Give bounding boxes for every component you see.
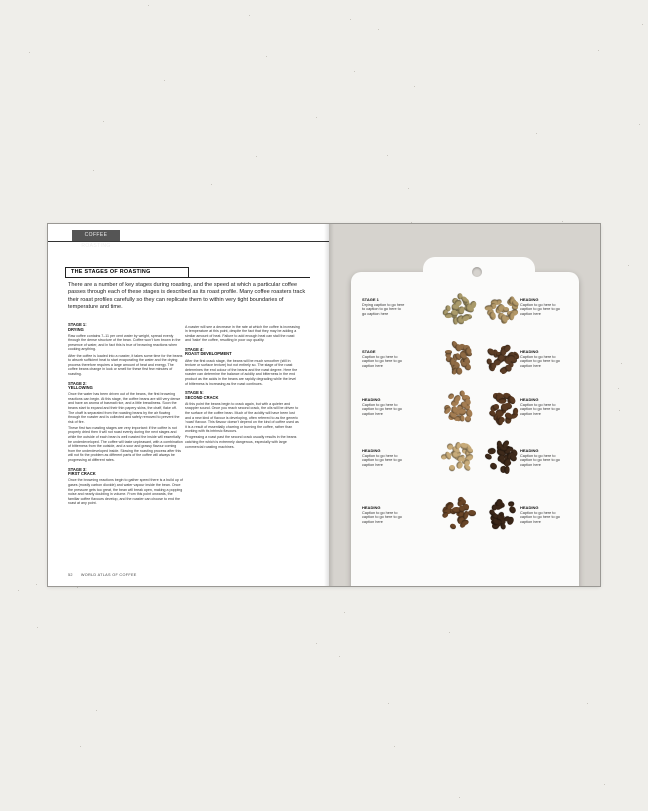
page-number: 52 [68,573,73,577]
paper-speck [414,86,415,87]
photo-caption-heading: HEADING [520,297,539,302]
photo-caption [520,449,564,467]
photo-caption-heading: HEADING [362,448,381,453]
coffee-bean [455,367,462,375]
book-gutter [324,224,334,586]
paper-speck [628,265,629,266]
article-intro: There are a number of key stages during roasting, and the speed at which a particular coffee passes through each of these stages is described as its roast profile. Many coffee roasters track their roast profiles carefully so they can replicate them to within very tight boundaries of temperature and time. [68,282,306,310]
stage-number: STAGE 3: [68,466,87,472]
text-column-left [68,323,183,506]
paper-speck [211,184,212,185]
paper-speck [459,797,460,798]
photo-caption-heading: HEADING [520,448,539,453]
paper-speck [619,410,620,411]
paper-speck [103,121,104,122]
paper-speck [604,784,605,785]
photo-caption-text: Caption to go here to caption to go here to go caption here [362,453,402,467]
stage-name: DRYING [68,326,84,332]
paper-speck [350,19,351,20]
photo-caption-heading: STAGE 1 [362,297,379,302]
stage-name: SECOND CRACK [185,394,219,400]
stage-name: YELLOWING [68,385,93,391]
photo-caption [362,298,406,316]
paper-speck [29,52,30,53]
photo-caption [362,398,406,416]
body-paragraph: A roaster will see a decrease in the rate at which the coffee is increasing in temperature at this point, despite the fact that they may be adding a similar amount of heat. Failure to add enough heat can stall the roast and 'bake' the coffee, resulting in poor cup quality. [185,324,300,343]
body-paragraph: Once the water has been driven out of the beans, the first browning reactions can begin. At this stage, the coffee beans are still very dense and have an aroma of basmati rice, and a little breadiness. Soon the beans start to expand and their thin papery skins, the chaff, flake off. The chaff is separated from the roasting beans by the air flowing through the roaster and is collected and safely removed to prevent the risk of fire. [68,392,181,424]
paper-speck [411,222,412,223]
paper-speck [642,24,643,25]
photo-caption-heading: HEADING [520,505,539,510]
photo-caption-text: Caption to go here to caption to go here to go caption here [362,402,402,416]
body-paragraph: Progressing a roast past the second crack usually results in the beans catching fire which is extremely dangerous, especially with large commercial roasting machines. [185,435,297,449]
photo-caption [362,506,406,524]
photo-caption [520,350,564,368]
paper-speck [344,612,345,613]
stage-heading [68,468,183,477]
running-title: WORLD ATLAS OF COFFEE [80,573,137,577]
photo-caption-text: Caption to go here to caption to go here to go caption here [362,510,402,524]
photo-caption-heading: HEADING [520,397,539,402]
paper-speck [639,124,640,125]
paper-speck [164,80,165,81]
body-paragraph: Once the browning reactions begin to gather speed there is a build up of gases (mostly carbon dioxide) and water vapour inside the bean. Once the pressure gets too great, the bean will break open, making a popping noise and nearly doubling in volume. From this point onwards, the familiar coffee flavours develop, and the roaster can choose to end the roast at any point. [68,478,183,506]
photo-caption-text: Caption to go here to caption to go here to go caption here [362,354,402,368]
stage-heading [68,323,183,332]
paper-speck [354,71,355,72]
title-rule [65,277,310,278]
body-paragraph: After the coffee is loaded into a roaster, it takes some time for the beans to absorb sufficient heat to start evaporating the water and the drying process therefore requires a large amount of heat and energy. The coffee beans change in look or smell for these first few minutes of roasting. [68,353,183,376]
paper-speck [77,587,78,588]
coffee-bean [457,318,464,324]
paper-speck [316,117,317,118]
stage-heading [68,382,183,391]
stage-heading [185,391,300,400]
paper-speck [37,627,38,628]
article-title: THE STAGES OF ROASTING [65,267,189,278]
paper-speck [316,643,317,644]
body-paragraph: Raw coffee contains 7–11 per cent water by weight, spread evenly through the dense structure of the bean. Coffee won't turn brown in the presence of water, and in fact this is true of browning reactions when cooking anything. [68,333,181,352]
coffee-bean [504,466,510,474]
paper-speck [598,50,599,51]
photo-caption-heading: HEADING [520,349,539,354]
stage-number: STAGE 1: [68,322,87,327]
paper-speck [621,363,622,364]
photo-caption-text: Caption to go here to caption to go here to go caption here [520,402,560,416]
photo-caption-heading: STAGE [362,349,376,354]
paper-speck [339,656,340,657]
paper-speck [378,29,379,30]
photo-caption [520,298,564,316]
coffee-bean [445,350,452,355]
photo-caption [362,449,406,467]
paper-speck [394,746,395,747]
book-spread [48,224,600,586]
paper-speck [249,15,250,16]
paper-speck [387,155,388,156]
body-paragraph: These first two roasting stages are very important: if the coffee is not properly dried then it will not roast evenly during the next stages and while the outside of each bean is well roasted the inside will essentially be underdeveloped. The coffee will taste unpleasant, with a combination of bitterness from the outside, and a sour and grassy flavour coming from the underdeveloped inside. Slowing the roasting process after this will not fix the problem as different parts of the coffee will always be progressing at different rates. [68,425,183,463]
paper-speck [562,221,563,222]
stage-number: STAGE 4: [185,346,204,352]
section-tab: COFFEE ROASTING [72,230,120,241]
stage-heading [185,348,300,357]
paper-speck [36,584,37,585]
photo-caption [362,350,406,368]
photo-caption-text: Caption to go here to caption to go here to go caption here [520,354,560,368]
paper-speck [93,170,94,171]
stage-number: STAGE 5: [185,390,204,396]
paper-speck [388,703,389,704]
photo-caption [520,398,564,416]
photo-caption-text: Caption to go here to caption to go here to go caption here [520,510,560,524]
photo-caption-heading: HEADING [362,397,381,402]
left-page [48,224,329,586]
paper-speck [96,710,97,711]
paper-speck [536,133,537,134]
stage-name: FIRST CRACK [68,471,96,477]
paper-speck [266,56,267,57]
paper-speck [618,388,619,389]
paper-speck [18,590,19,591]
paper-speck [256,156,257,157]
board-hole [472,267,482,277]
photo-caption [520,506,564,524]
stage-number: STAGE 2: [68,380,87,386]
paper-speck [449,632,450,633]
photo-caption-text: Caption to go here to caption to go here to go caption here [520,453,560,467]
right-page-photo [329,224,600,586]
paper-speck [408,188,409,189]
stage-name: ROAST DEVELOPMENT [185,351,232,357]
paper-speck [80,746,81,747]
header-rule [48,241,329,242]
photo-caption-text: Caption to go here to caption to go here to go caption here [520,302,560,316]
body-paragraph: After the first crack stage, the beans will be much smoother (still in texture or surface texture) but not entirely so. The stage of the roast determines the end colour of the beans and the roast degree. Here the roaster can determine the balance of acidity and bitterness in the end product as the acids in the beans are rapidly degrading while the level of bitterness is increasing as the roast continues. [185,358,298,386]
paper-speck [148,5,149,6]
photo-caption-text: Drying caption to go here to caption to go here to go caption here [362,302,405,316]
text-column-right [185,323,300,449]
photo-caption-heading: HEADING [362,505,381,510]
folio [68,573,145,577]
body-paragraph: At this point the beans begin to crack again, but with a quieter and snappier sound. Once you reach second crack, the oils will be driven to the surface of the coffee bean. Much of the acidity will have been lost and a new kind of flavour is developing, often referred to as the generic 'roast' flavour. This flavour doesn't depend on the kind of coffee used as it is a result of essentially charring or burning the coffee, rather than working with its intrinsic flavours. [185,401,299,434]
paper-speck [587,703,588,704]
